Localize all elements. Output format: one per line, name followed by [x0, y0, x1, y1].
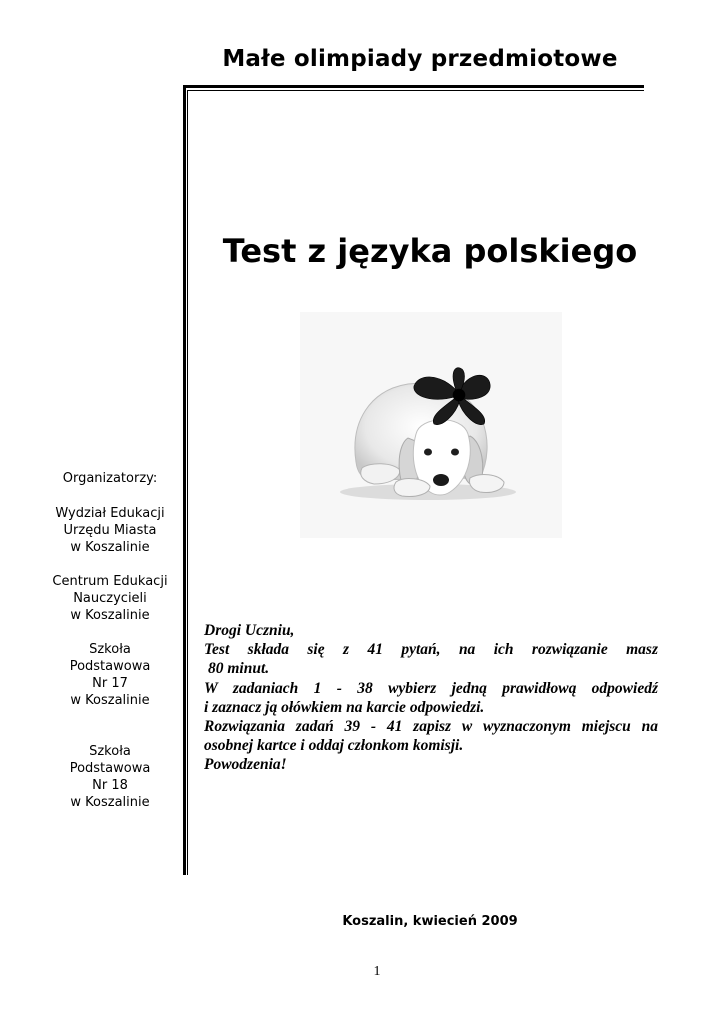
- frame-top-line: [183, 85, 644, 88]
- organizer-line: Urzędu Miasta: [63, 523, 157, 538]
- organizer-block: [40, 743, 180, 811]
- letter-line: i zaznacz ją ołówkiem na karcie odpowiedzi.: [204, 698, 485, 716]
- organizer-block: [40, 641, 180, 709]
- organizers-label: Organizatorzy:: [62, 471, 158, 486]
- page-number: 1: [373, 964, 381, 979]
- organizer-line: Centrum Edukacji: [52, 574, 168, 589]
- frame-left-line-inner: [187, 90, 188, 875]
- organizer-line: w Koszalinie: [70, 540, 150, 555]
- organizer-block: [40, 505, 180, 556]
- document-title: Test z języka polskiego: [222, 232, 638, 270]
- place-date: Koszalin, kwiecień 2009: [342, 914, 518, 929]
- organizer-line: w Koszalinie: [70, 608, 150, 623]
- frame-top-line-inner: [187, 90, 644, 91]
- organizer-line: Nr 18: [92, 778, 128, 793]
- organizer-line: Wydział Edukacji: [55, 506, 165, 521]
- organizer-line: Podstawowa: [69, 659, 151, 674]
- organizer-line: w Koszalinie: [70, 795, 150, 810]
- dog-with-bow-icon: [300, 312, 562, 538]
- letter-line: Rozwiązania zadań 39 - 41 zapisz w wyznaczonym miejscu na: [204, 718, 658, 736]
- frame-left-line: [183, 85, 186, 875]
- organizer-line: w Koszalinie: [70, 693, 150, 708]
- header-title: Małe olimpiady przedmiotowe: [222, 46, 618, 72]
- letter-closing: Powodzenia!: [204, 756, 287, 774]
- letter-line: 80 minut.: [208, 660, 270, 678]
- letter-line: W zadaniach 1 - 38 wybierz jedną prawidłową odpowiedź: [204, 679, 658, 697]
- organizer-line: Szkoła: [89, 642, 131, 657]
- organizer-line: Nauczycieli: [73, 591, 147, 606]
- letter-greeting: Drogi Uczniu,: [204, 622, 295, 639]
- organizer-line: Podstawowa: [69, 761, 151, 776]
- organizers-sidebar: [40, 470, 180, 811]
- organizer-block: [40, 573, 180, 624]
- letter-line: osobnej kartce i oddaj członkom komisji.: [204, 737, 464, 755]
- letter-line: Test składa się z 41 pytań, na ich rozwiązanie masz: [204, 641, 658, 659]
- instructions-letter: [204, 621, 658, 775]
- organizer-line: Szkoła: [89, 744, 131, 759]
- organizer-line: Nr 17: [92, 676, 128, 691]
